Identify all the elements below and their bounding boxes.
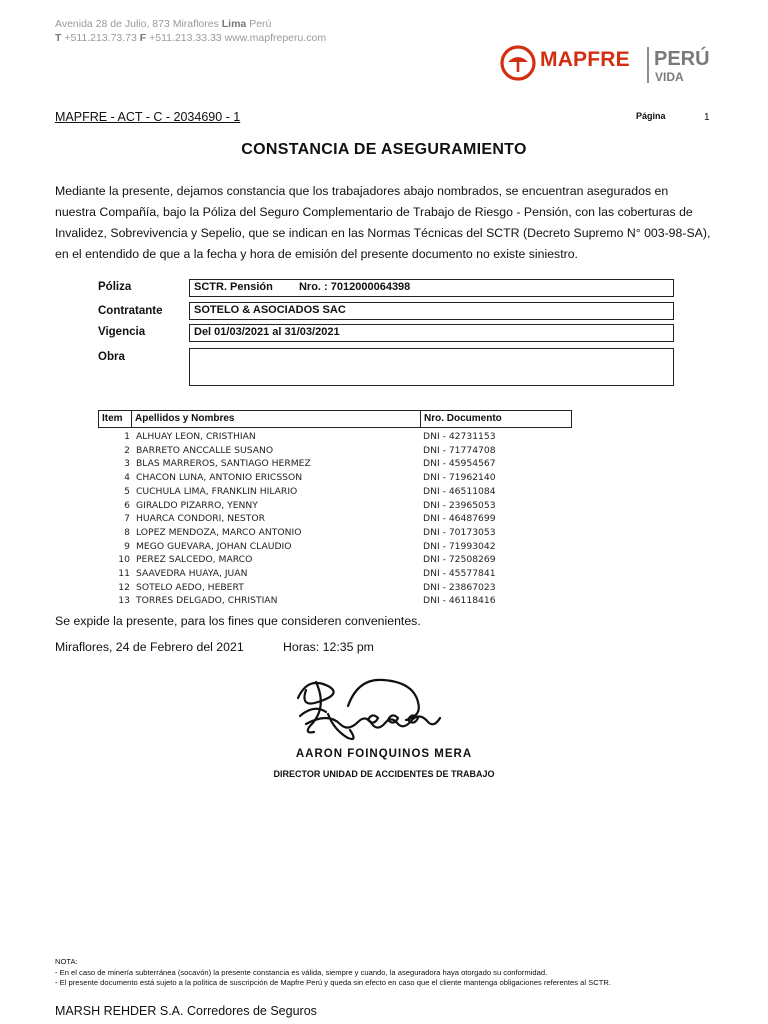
page-label: Página [636, 111, 666, 121]
contact-line: T +511.213.73.73 F +511.213.33.33 www.mapfreperu.com [55, 32, 327, 44]
place-date: Miraflores, 24 de Febrero del 2021 [55, 640, 244, 654]
obra-label: Obra [98, 351, 125, 363]
table-row: 5 CUCHULA LIMA, FRANKLIN HILARIO DNI - 46511084 [124, 485, 496, 497]
closing-text: Se expide la presente, para los fines que consideren convenientes. [55, 614, 421, 628]
address-line: Avenida 28 de Julio, 873 Miraflores Lima Perú [55, 18, 272, 30]
workers-table-header [98, 410, 572, 428]
intro-line: Invalidez, Sobrevivencia y Sepelio, que se indican en las Normas Técnicas del SCTR (Decreto Supremo N° 003-98-SA), [55, 226, 711, 240]
note-line: - El presente documento está sujeto a la política de suscripción de Mapfre Perú y queda sin efecto en caso que el cliente mantenga obligaciones referentes al SCTR. [55, 978, 611, 987]
table-row: 6 GIRALDO PIZARRO, YENNY DNI - 23965053 [124, 499, 496, 511]
vigencia-label: Vigencia [98, 326, 146, 338]
poliza-type: SCTR. Pensión [194, 281, 273, 293]
logo-division: VIDA [655, 70, 684, 84]
document-title: CONSTANCIA DE ASEGURAMIENTO [241, 141, 527, 158]
poliza-number: 7012000064398 [330, 281, 411, 293]
emission-time: Horas: 12:35 pm [283, 640, 374, 654]
poliza-label: Póliza [98, 281, 132, 293]
table-row: 11 SAAVEDRA HUAYA, JUAN DNI - 45577841 [118, 568, 496, 579]
notes-title: NOTA: [55, 957, 78, 966]
header-names: Apellidos y Nombres [131, 410, 421, 428]
table-row: 12 SOTELO AEDO, HEBERT DNI - 23867023 [118, 581, 496, 593]
table-row: 10 PEREZ SALCEDO, MARCO DNI - 72508269 [118, 554, 496, 566]
table-row: 13 TORRES DELGADO, CHRISTIAN DNI - 46118416 [118, 595, 496, 607]
table-row: 4 CHACON LUNA, ANTONIO ERICSSON DNI - 71962140 [124, 472, 496, 484]
intro-paragraph [55, 181, 728, 265]
table-row: 9 MEGO GUEVARA, JOHAN CLAUDIO DNI - 71993042 [124, 540, 496, 552]
intro-line: Mediante la presente, dejamos constancia que los trabajadores abajo nombrados, se encuentran asegurados en [55, 184, 669, 198]
intro-line: nuestra Compañía, bajo la Póliza del Seguro Complementario de Trabajo de Riesgo - Pensión, con las coberturas de [55, 205, 693, 219]
signer-name: AARON FOINQUINOS MERA [295, 748, 473, 760]
table-row: 3 BLAS MARREROS, SANTIAGO HERMEZ DNI - 45954567 [124, 458, 496, 470]
document-number: MAPFRE - ACT - C - 2034690 - 1 [55, 110, 241, 124]
obra-field [189, 348, 674, 386]
contratante-label: Contratante [98, 305, 163, 317]
signer-role: DIRECTOR UNIDAD DE ACCIDENTES DE TRABAJO [273, 769, 495, 779]
intro-line: en el entendido de que a la fecha y hora de emisión del presente documento no existe siniestro. [55, 247, 578, 261]
logo-brand: MAPFRE [540, 48, 630, 71]
page-number: 1 [704, 112, 710, 123]
company-address [55, 17, 326, 45]
table-row: 2 BARRETO ANCCALLE SUSANO DNI - 71774708 [124, 444, 496, 456]
handwritten-signature [288, 668, 448, 748]
mapfre-logo [500, 44, 720, 94]
mapfre-emblem-icon [500, 45, 536, 81]
note-line: - En el caso de minería subterránea (socavón) la presente constancia es válida, siempre y cuando, la aseguradora haya otorgado su conformidad. [55, 967, 548, 977]
contratante-field: SOTELO & ASOCIADOS SAC [189, 302, 674, 320]
poliza-field [189, 279, 674, 297]
poliza-nro-label: Nro. : [298, 281, 328, 293]
vigencia-field: Del 01/03/2021 al 31/03/2021 [189, 324, 674, 342]
header-item: Item [98, 410, 132, 428]
logo-divider [647, 47, 649, 83]
table-row: 8 LOPEZ MENDOZA, MARCO ANTONIO DNI - 70173053 [124, 526, 496, 538]
logo-country: PERÚ [654, 48, 710, 70]
footer-broker: MARSH REHDER S.A. Corredores de Seguros [55, 1004, 317, 1018]
table-row: 7 HUARCA CONDORI, NESTOR DNI - 46487699 [124, 513, 496, 525]
notes [55, 957, 611, 989]
header-document: Nro. Documento [420, 410, 572, 428]
table-row: 1 ALHUAY LEON, CRISTHIAN DNI - 42731153 [124, 431, 496, 442]
